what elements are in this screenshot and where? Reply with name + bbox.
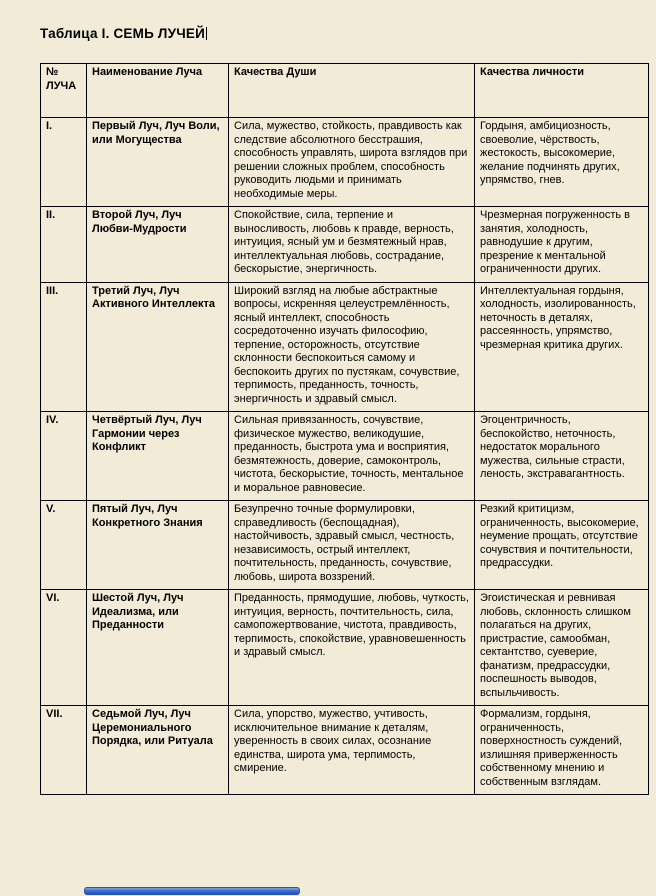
- soul-qualities-cell: Преданность, прямодушие, любовь, чуткость, интуиция, верность, почтительность, сила, самопожертвование, чистота, правдивость, терпимость, спокойствие, уравновешенность и здравый смысл.: [229, 590, 475, 706]
- soul-qualities-cell: Спокойствие, сила, терпение и выносливость, любовь к правде, верность, интуиция, ясный ум и безмятежный нрав, интеллектуальная любовь, сострадание, бескорыстие, энергичность.: [229, 207, 475, 283]
- text-cursor: [206, 27, 207, 40]
- soul-qualities-cell: Сильная привязанность, сочувствие, физическое мужество, великодушие, преданность, быстрота ума и восприятия, безмятежность, доверие, самоконтроль, чистота, бескорыстие, точность, ментальное и моральное равновесие.: [229, 412, 475, 501]
- personality-qualities-cell: Формализм, гордыня, ограниченность, поверхностность суждений, излишняя приверженность собственному мнению и собственным взглядам.: [475, 706, 649, 795]
- personality-qualities-cell: Гордыня, амбициозность, своеволие, чёрствость, жестокость, высокомерие, желание подчинять других, упрямство, гнев.: [475, 118, 649, 207]
- ray-number-cell: III.: [41, 282, 87, 412]
- table-header-row: [41, 64, 649, 118]
- ray-number-cell: IV.: [41, 412, 87, 501]
- document-title: [40, 26, 648, 41]
- table-row: [41, 207, 649, 283]
- ray-name-cell: Пятый Луч, Луч Конкретного Знания: [87, 501, 229, 590]
- ray-name-cell: Третий Луч, Луч Активного Интеллекта: [87, 282, 229, 412]
- table-row: [41, 118, 649, 207]
- personality-qualities-cell: Резкий критицизм, ограниченность, высокомерие, неумение прощать, отсутствие сочувствия и почтительности, предрассудки.: [475, 501, 649, 590]
- header-ray-name: Наименование Луча: [87, 64, 229, 118]
- ray-number-cell: V.: [41, 501, 87, 590]
- personality-qualities-cell: Эгоцентричность, беспокойство, неточность, недостаток морального мужества, сильные страсти, леность, экстравагантность.: [475, 412, 649, 501]
- horizontal-scrollbar-thumb[interactable]: [84, 887, 300, 895]
- header-soul-qualities: Качества Души: [229, 64, 475, 118]
- table-row: [41, 282, 649, 412]
- table-row: [41, 412, 649, 501]
- personality-qualities-cell: Чрезмерная погруженность в занятия, холодность, равнодушие к другим, презрение к ментальной ограниченности других.: [475, 207, 649, 283]
- ray-name-cell: Седьмой Луч, Луч Церемониального Порядка, или Ритуала: [87, 706, 229, 795]
- ray-name-cell: Четвёртый Луч, Луч Гармонии через Конфликт: [87, 412, 229, 501]
- soul-qualities-cell: Сила, упорство, мужество, учтивость, исключительное внимание к деталям, уверенность в своих силах, осознание единства, широта ума, терпимость, смирение.: [229, 706, 475, 795]
- seven-rays-table: [40, 63, 649, 795]
- soul-qualities-cell: Широкий взгляд на любые абстрактные вопросы, искренняя целеустремлённость, ясный интеллект, способность сосредоточенно изучать философию, терпение, осторожность, отсутствие склонности беспокоиться самому и беспокоить других по пустякам, сочувствие, терпимость, преданность, точность, энергичность и здравый смысл.: [229, 282, 475, 412]
- ray-number-cell: VI.: [41, 590, 87, 706]
- soul-qualities-cell: Безупречно точные формулировки, справедливость (беспощадная), настойчивость, здравый смысл, честность, независимость, острый интеллект, почтительность, преданность, сочувствие, любовь, широта воззрений.: [229, 501, 475, 590]
- table-row: [41, 706, 649, 795]
- table-row: [41, 590, 649, 706]
- header-personality-qualities: Качества личности: [475, 64, 649, 118]
- personality-qualities-cell: Эгоистическая и ревнивая любовь, склонность слишком полагаться на других, пристрастие, самообман, сектантство, суеверие, фанатизм, предрассудки, поспешность выводов, вспыльчивость.: [475, 590, 649, 706]
- ray-number-cell: I.: [41, 118, 87, 207]
- ray-number-cell: VII.: [41, 706, 87, 795]
- ray-name-cell: Второй Луч, Луч Любви-Мудрости: [87, 207, 229, 283]
- ray-name-cell: Шестой Луч, Луч Идеализма, или Преданности: [87, 590, 229, 706]
- soul-qualities-cell: Сила, мужество, стойкость, правдивость как следствие абсолютного бесстрашия, способность управлять, широта взглядов при решении сложных проблем, способность руководить людьми и принимать необходимые меры.: [229, 118, 475, 207]
- document-title-text: Таблица I. СЕМЬ ЛУЧЕЙ: [40, 26, 205, 41]
- ray-name-cell: Первый Луч, Луч Воли, или Могущества: [87, 118, 229, 207]
- personality-qualities-cell: Интеллектуальная гордыня, холодность, изолированность, неточность в деталях, рассеянность, упрямство, чрезмерная критика других.: [475, 282, 649, 412]
- ray-number-cell: II.: [41, 207, 87, 283]
- table-row: [41, 501, 649, 590]
- header-ray-number: № ЛУЧА: [41, 64, 87, 118]
